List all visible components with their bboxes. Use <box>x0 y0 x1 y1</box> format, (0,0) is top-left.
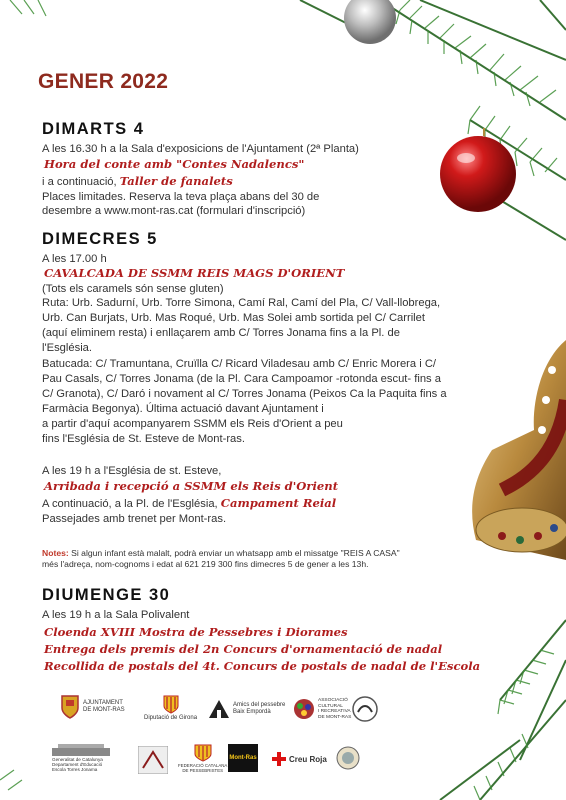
followup-prefix: A continuació, a la Pl. de l'Església, <box>42 498 218 510</box>
logo-text: DE MONT-RAS <box>318 714 352 720</box>
logo-text: ASSOCIACIÓ <box>318 698 348 703</box>
route-line: fins l'Església de St. Esteve de Mont-ras. <box>42 433 245 445</box>
logo-text: Baix Empordà <box>233 709 271 715</box>
crown-decoration <box>462 340 566 580</box>
logo-associacio-cultural <box>293 698 351 720</box>
seal-icon <box>336 746 360 770</box>
route-line: C/ Granota), C/ Daró i novament al C/ Torres Jonama (Peixos Ca la Paquita fins a <box>42 388 447 400</box>
route-line: l'Església. <box>42 342 93 354</box>
logo-generalitat-escola <box>52 742 110 773</box>
event-info: Passejades amb trenet per Mont-ras. <box>42 513 227 525</box>
logo-mont-ras <box>228 744 258 772</box>
route-line: (Tots els caramels són sense gluten) <box>42 283 224 295</box>
logo-text: CULTURAL <box>318 703 343 709</box>
route-line: Ruta: Urb. Sadurní, Urb. Torre Simona, Camí Ral, Camí del Pla, C/ Vall-llobrega, <box>42 297 441 309</box>
event-title: Arribada i recepció a SSMM els Reis d'Orient <box>44 479 339 493</box>
mont-ras-badge: Mont-Ras <box>228 744 258 772</box>
event-time-location: A les 19 h a l'Església de st. Esteve, <box>42 465 222 477</box>
logo-creu-roja <box>272 752 327 766</box>
event-time-location: A les 19 h a la Sala Polivalent <box>42 609 190 621</box>
school-building-icon <box>52 742 110 756</box>
notes <box>42 548 502 570</box>
logo-text: DE PESSEBRISTES <box>182 768 224 773</box>
reservation-info: desembre a www.mont-ras.cat (formulari d'inscripció) <box>42 205 306 217</box>
day-heading-dimarts-4: DIMARTS 4 <box>42 120 145 138</box>
route-line: Batucada: C/ Tramuntana, Cruïlla C/ Ricard Viladesau amb C/ Enric Morera i C/ <box>42 358 437 370</box>
red-cross-icon <box>272 752 286 766</box>
day-heading-dimecres-5: DIMECRES 5 <box>42 230 158 248</box>
logo-text: Departament d'Educació <box>52 762 103 768</box>
event-title: Campament Reial <box>220 496 337 510</box>
day-heading-diumenge-30: DIUMENGE 30 <box>42 586 171 604</box>
coat-of-arms-icon <box>60 694 80 720</box>
logo-text: AJUNTAMENT <box>83 700 123 706</box>
route-line: Pau Casals, C/ Torres Jonama (de la Pl. Cara Campoamor -rotonda escut- fins a <box>42 373 441 385</box>
route-line: Farmàcia Begonya). Última actuació davant Ajuntament i <box>42 403 324 415</box>
nativity-icon <box>208 698 230 720</box>
logo-amics-pessebre <box>208 698 285 720</box>
logo-federacio-catalana <box>178 744 227 773</box>
logo-diputacio-girona <box>144 694 197 722</box>
event-title: CAVALCADA DE SSMM REIS MAGS D'ORIENT <box>44 266 345 280</box>
event-title: Cloenda XVIII Mostra de Pessebres i Diorames <box>44 625 348 639</box>
logo-text: Creu Roja <box>289 754 327 764</box>
logo-text: Generalitat de Catalunya <box>52 757 103 762</box>
puzzle-icon <box>293 698 315 720</box>
event-time-location: A les 16.30 h a la Sala d'exposicions de l'Ajuntament (2ª Planta) <box>42 143 359 155</box>
logo-text: FEDERACIÓ CATALANA <box>178 763 228 768</box>
logo-text: Diputació de Girona <box>144 715 198 721</box>
logo-pessebristes-emblem <box>138 746 168 774</box>
notes-text: més l'adreça, nom-cognoms i edat al 621 219 300 fins dimecres 5 de gener a les 13h. <box>42 559 369 569</box>
followup-prefix: i a continuació, <box>42 176 117 188</box>
logo-text: Amics del pessebre <box>233 702 286 708</box>
event-title: Recollida de postals del 4t. Concurs de postals de nadal de l'Escola <box>44 659 481 673</box>
shield-icon <box>193 744 213 762</box>
emblem-icon <box>138 746 168 774</box>
logo-text: I RECREATIVA <box>318 709 351 714</box>
event-title: Taller de fanalets <box>119 174 233 188</box>
route-line: Urb. Can Burjats, Urb. Mas Roqué, Urb. Mas Solei amb sortida pel C/ Carrilet <box>42 312 425 324</box>
reservation-info: Places limitades. Reserva la teva plaça abans del 30 de <box>42 191 320 203</box>
logo-circular-seal <box>336 746 360 770</box>
logo-circular-emblem <box>352 696 378 722</box>
silver-bauble-decoration <box>340 0 400 50</box>
red-bauble-decoration <box>432 128 522 218</box>
event-title: Entrega dels premis del 2n Concurs d'ornamentació de nadal <box>44 642 443 656</box>
route-line: a partir d'aquí acompanyarem SSMM els Reis d'Orient a peu <box>42 418 343 430</box>
event-followup-line <box>42 496 336 511</box>
logo-text: DE MONT-RAS <box>83 707 125 713</box>
logo-text: Escola Torres Jonama <box>52 767 98 773</box>
shield-icon <box>162 694 180 714</box>
event-title: Hora del conte amb "Contes Nadalencs" <box>44 157 305 171</box>
event-time: A les 17.00 h <box>42 253 107 265</box>
notes-text: Si algun infant està malalt, podrà enviar un whatsapp amb el missatge "REIS A CASA" <box>71 548 400 558</box>
emblem-icon <box>352 696 378 722</box>
page-title: GENER 2022 <box>38 70 169 93</box>
event-followup-line <box>42 174 233 189</box>
logo-ajuntament-mont-ras <box>60 694 125 720</box>
notes-label: Notes: <box>42 548 69 558</box>
route-line: (aquí eliminem resta) i enllaçarem amb C/ Torres Jonama fins a la Pl. de <box>42 327 400 339</box>
